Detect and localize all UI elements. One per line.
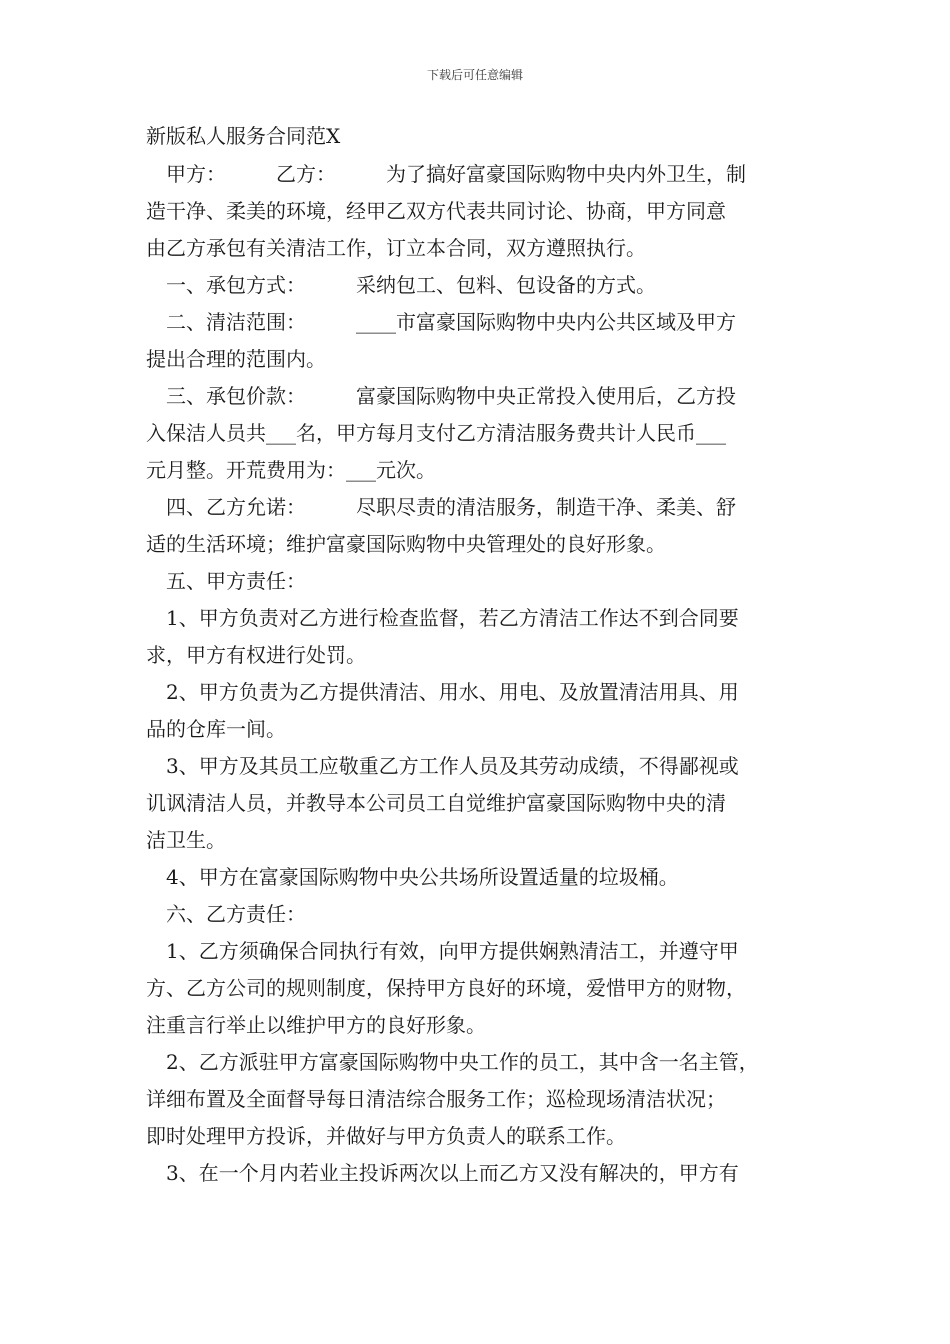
paragraph bbox=[146, 156, 810, 267]
paragraph-line: 2、乙方派驻甲方富豪国际购物中央工作的员工，其中含一名主管， bbox=[166, 1050, 759, 1074]
paragraph-line: 4、甲方在富豪国际购物中央公共场所设置适量的垃圾桶。 bbox=[166, 865, 679, 889]
paragraph-line: 讥讽清洁人员，并教导本公司员工自觉维护富豪国际购物中央的清 bbox=[146, 791, 726, 815]
paragraph-line: 元月整。开荒费用为：___元次。 bbox=[146, 458, 436, 482]
document-body bbox=[146, 156, 810, 1192]
paragraph-line: 求，甲方有权进行处罚。 bbox=[146, 643, 366, 667]
page-header-note: 下载后可任意编辑 bbox=[426, 68, 523, 82]
paragraph-line: 品的仓库一间。 bbox=[146, 717, 286, 741]
paragraph bbox=[146, 304, 810, 378]
paragraph bbox=[146, 896, 810, 933]
paragraph bbox=[146, 748, 810, 859]
paragraph-line: 2、甲方负责为乙方提供清洁、用水、用电、及放置清洁用具、用 bbox=[166, 680, 739, 704]
paragraph-line: 提出合理的范围内。 bbox=[146, 347, 326, 371]
paragraph-line: 入保洁人员共___名，甲方每月支付乙方清洁服务费共计人民币___ bbox=[146, 421, 726, 445]
paragraph bbox=[146, 378, 810, 489]
paragraph bbox=[146, 674, 810, 748]
paragraph bbox=[146, 267, 810, 304]
paragraph-line: 四、乙方允诺： 尽职尽责的清洁服务，制造干净、柔美、舒 bbox=[166, 495, 736, 519]
paragraph-line: 三、承包价款： 富豪国际购物中央正常投入使用后，乙方投 bbox=[166, 384, 736, 408]
paragraph-line: 注重言行举止以维护甲方的良好形象。 bbox=[146, 1013, 486, 1037]
paragraph-line: 3、甲方及其员工应敬重乙方工作人员及其劳动成绩，不得鄙视或 bbox=[166, 754, 739, 778]
paragraph bbox=[146, 933, 810, 1044]
paragraph-line: 洁卫生。 bbox=[146, 828, 226, 852]
paragraph-line: 造干净、柔美的环境，经甲乙双方代表共同讨论、协商，甲方同意 bbox=[146, 199, 726, 223]
paragraph bbox=[146, 489, 810, 563]
paragraph-line: 详细布置及全面督导每日清洁综合服务工作；巡检现场清洁状况； bbox=[146, 1087, 726, 1111]
paragraph-line: 方、乙方公司的规则制度，保持甲方良好的环境，爱惜甲方的财物， bbox=[146, 976, 746, 1000]
paragraph-line: 1、甲方负责对乙方进行检查监督，若乙方清洁工作达不到合同要 bbox=[166, 606, 739, 630]
paragraph-line: 五、甲方责任： bbox=[166, 569, 306, 593]
paragraph-line: 1、乙方须确保合同执行有效，向甲方提供娴熟清洁工，并遵守甲 bbox=[166, 939, 739, 963]
paragraph-line: 即时处理甲方投诉，并做好与甲方负责人的联系工作。 bbox=[146, 1124, 626, 1148]
paragraph-line: 由乙方承包有关清洁工作，订立本合同，双方遵照执行。 bbox=[146, 236, 646, 260]
paragraph-line: 二、清洁范围： ____市富豪国际购物中央内公共区域及甲方 bbox=[166, 310, 736, 334]
paragraph bbox=[146, 563, 810, 600]
document-title: 新版私人服务合同范Ⅹ bbox=[146, 124, 341, 148]
paragraph-line: 适的生活环境；维护富豪国际购物中央管理处的良好形象。 bbox=[146, 532, 666, 556]
paragraph-line: 甲方： 乙方： 为了搞好富豪国际购物中央内外卫生，制 bbox=[166, 162, 746, 186]
paragraph bbox=[146, 600, 810, 674]
paragraph bbox=[146, 859, 810, 896]
paragraph-line: 3、在一个月内若业主投诉两次以上而乙方又没有解决的，甲方有 bbox=[166, 1161, 739, 1185]
paragraph bbox=[146, 1044, 810, 1155]
paragraph bbox=[146, 1155, 810, 1192]
paragraph-line: 一、承包方式： 采纳包工、包料、包设备的方式。 bbox=[166, 273, 656, 297]
paragraph-line: 六、乙方责任： bbox=[166, 902, 306, 926]
